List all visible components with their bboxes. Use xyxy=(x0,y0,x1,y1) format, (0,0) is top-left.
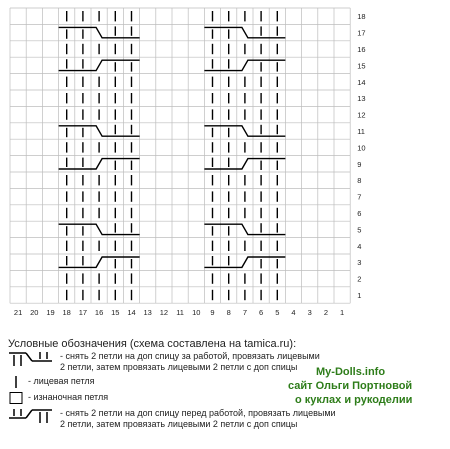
column-labels xyxy=(14,308,344,317)
column-label: 14 xyxy=(127,308,136,318)
column-label: 21 xyxy=(13,308,23,318)
back-cross-symbol-icon xyxy=(8,351,56,367)
column-label: 12 xyxy=(159,308,169,318)
front-cross-mark xyxy=(204,60,285,70)
row-label: 11 xyxy=(357,127,365,136)
column-label: 10 xyxy=(192,308,201,318)
column-label: 11 xyxy=(176,308,184,318)
back-cross-mark xyxy=(204,126,285,136)
front-cross-mark xyxy=(204,257,285,267)
column-label: 16 xyxy=(94,308,104,318)
front-cross-mark xyxy=(204,159,285,169)
row-label: 8 xyxy=(357,176,362,186)
back-cross-mark xyxy=(204,224,285,234)
back-cross-mark xyxy=(59,27,140,37)
row-label: 9 xyxy=(357,159,362,169)
row-label: 18 xyxy=(357,12,366,22)
row-labels xyxy=(357,12,365,300)
row-label: 4 xyxy=(357,241,362,251)
row-label: 3 xyxy=(357,258,362,268)
column-label: 6 xyxy=(259,308,264,318)
column-label: 2 xyxy=(323,308,328,318)
row-label: 17 xyxy=(357,28,366,38)
site-name: My-Dolls.info xyxy=(316,366,386,378)
front-cross-mark xyxy=(59,60,140,70)
column-label: 20 xyxy=(30,308,39,318)
row-label: 14 xyxy=(357,77,366,87)
back-cross-desc-1: - снять 2 петли на доп спицу за работой, провязать лицевыми xyxy=(60,351,320,361)
column-label: 19 xyxy=(46,308,55,318)
column-label: 7 xyxy=(242,308,247,318)
row-label: 6 xyxy=(357,209,362,218)
back-cross-mark xyxy=(204,27,285,37)
knit-desc: - лицевая петля xyxy=(28,376,95,386)
back-cross-mark xyxy=(59,126,140,136)
column-label: 17 xyxy=(78,308,88,318)
chart-grid xyxy=(10,8,350,303)
row-label: 16 xyxy=(357,45,366,54)
row-label: 13 xyxy=(357,94,366,104)
purl-desc: - изнаночная петля xyxy=(28,392,109,402)
site-subtitle: о куклах и рукоделии xyxy=(295,394,413,406)
back-cross-mark xyxy=(59,224,140,234)
column-label: 13 xyxy=(143,308,152,318)
front-cross-mark xyxy=(59,159,140,169)
front-cross-desc-2: 2 петли, затем провязать лицевыми 2 петли с доп спицы xyxy=(60,419,298,429)
purl-symbol-icon xyxy=(8,391,24,405)
row-label: 7 xyxy=(357,192,362,202)
site-author: сайт Ольги Портновой xyxy=(288,380,413,392)
column-label: 18 xyxy=(62,308,71,318)
column-label: 3 xyxy=(307,308,312,318)
column-label: 1 xyxy=(340,308,345,318)
row-label: 12 xyxy=(357,110,366,120)
front-cross-mark xyxy=(59,257,140,267)
knit-symbol-icon xyxy=(8,375,24,389)
row-label: 1 xyxy=(357,291,362,300)
row-label: 5 xyxy=(357,225,362,235)
column-label: 9 xyxy=(210,308,215,318)
row-label: 15 xyxy=(357,61,366,71)
column-label: 15 xyxy=(111,308,120,318)
column-label: 4 xyxy=(291,308,296,318)
row-label: 2 xyxy=(357,274,362,284)
column-label: 8 xyxy=(226,308,231,318)
front-cross-symbol-icon xyxy=(8,408,56,424)
column-label: 5 xyxy=(275,308,280,318)
legend-title: Условные обозначения (схема составлена на tamica.ru): xyxy=(8,338,297,350)
front-cross-desc-1: - снять 2 петли на доп спицу перед работой, провязать лицевыми xyxy=(60,408,336,418)
row-label: 10 xyxy=(357,143,366,153)
back-cross-desc-2: 2 петли, затем провязать лицевыми 2 петли с доп спицы xyxy=(60,362,298,372)
